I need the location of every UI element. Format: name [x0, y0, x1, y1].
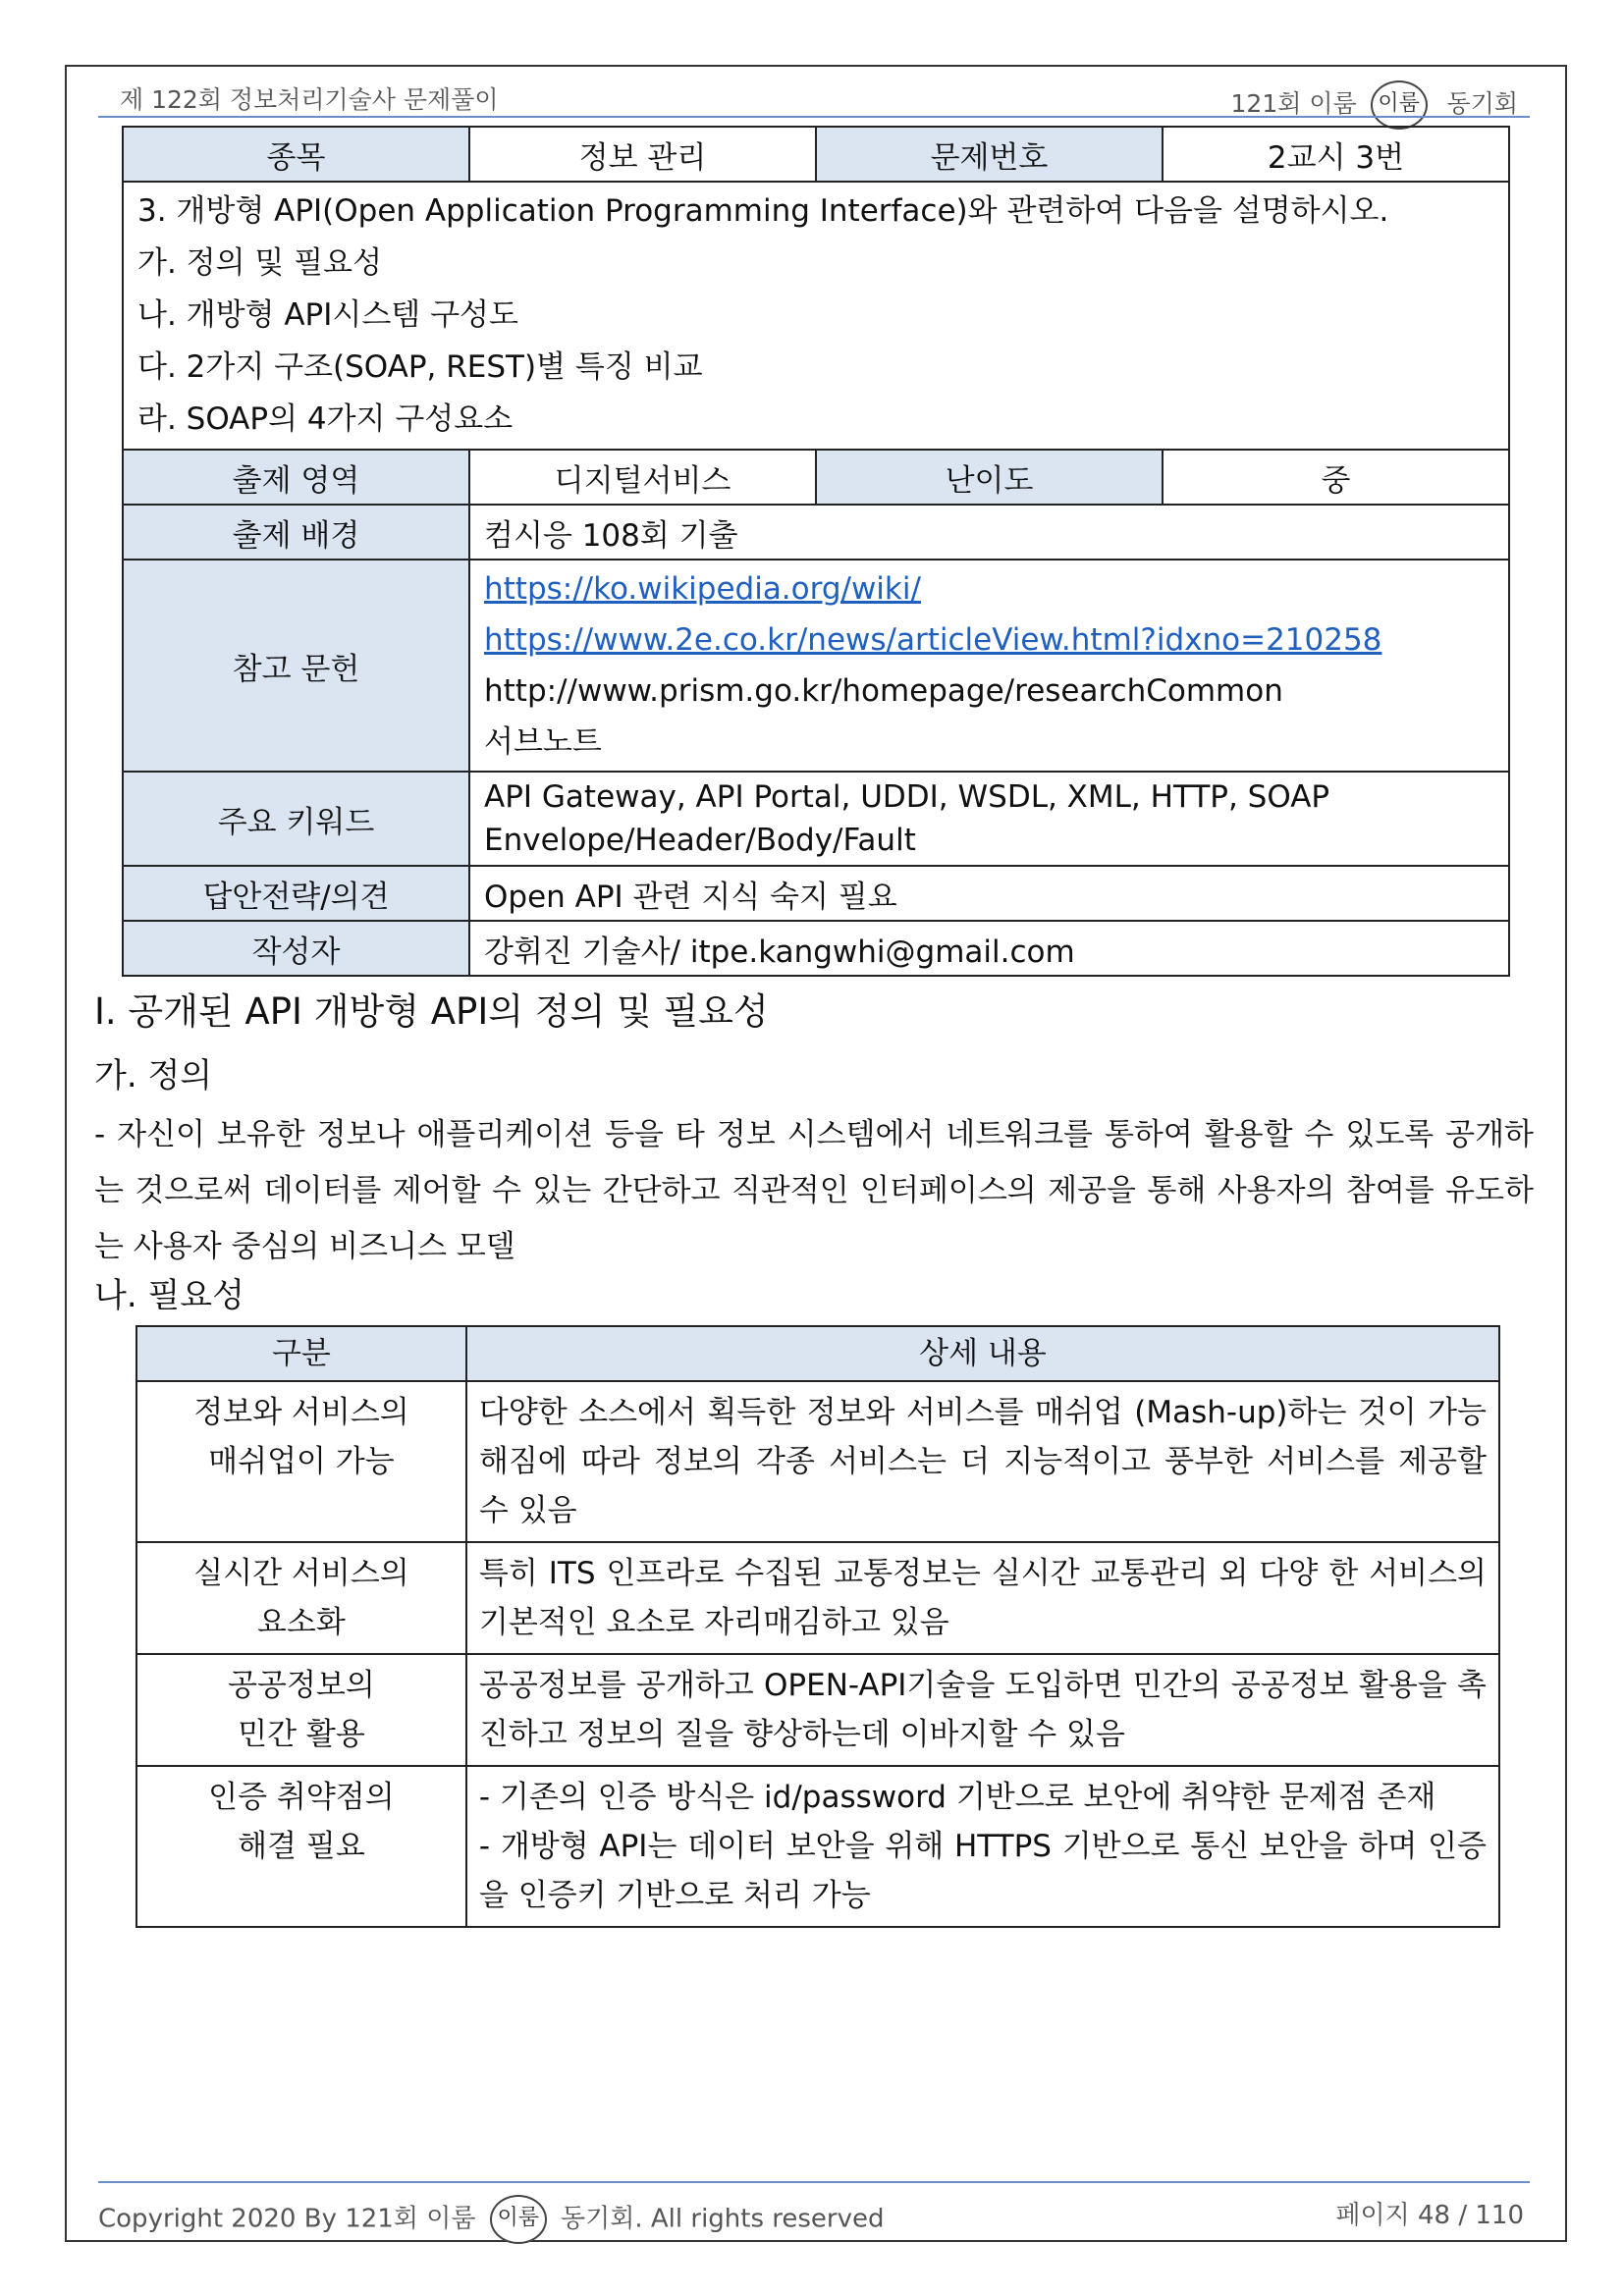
author-value: 강휘진 기술사/ itpe.kangwhi@gmail.com: [469, 921, 1509, 976]
reference-link[interactable]: https://www.2e.co.kr/news/articleView.html?idxno=210258: [484, 622, 1382, 658]
category-line: 민간 활용: [238, 1717, 365, 1752]
references-list: [469, 560, 1509, 772]
detail-line: - 개방형 API는 데이터 보안을 위해 HTTPS 기반으로 통신 보안을 하며 인증을 인증키 기반으로 처리 가능: [478, 1829, 1487, 1913]
detail-line: 다양한 소스에서 획득한 정보와 서비스를 매쉬업 (Mash-up)하는 것이 가능해짐에 따라 정보의 각종 서비스는 더 지능적이고 풍부한 서비스를 제공할 수 있음: [478, 1395, 1487, 1528]
page-number: 페이지 48 / 110: [1335, 2201, 1524, 2230]
category-line: 해결 필요: [238, 1829, 365, 1864]
header-group-suffix: 동기회: [1446, 89, 1518, 118]
reference-link[interactable]: https://ko.wikipedia.org/wiki/: [484, 571, 921, 607]
question-line: 가. 정의 및 필요성: [137, 245, 383, 281]
keywords-line: Envelope/Header/Body/Fault: [484, 823, 916, 858]
row-category: [136, 1542, 466, 1654]
table-row: [136, 1381, 1499, 1542]
necessity-table: [135, 1325, 1500, 1928]
page-footer: [98, 2181, 1530, 2234]
row-detail: [466, 1542, 1499, 1654]
table-header-row: [136, 1326, 1499, 1381]
page-header: [98, 77, 1530, 118]
strategy-value: Open API 관련 지식 숙지 필요: [469, 866, 1509, 921]
question-line: 3. 개방형 API(Open Application Programming Interface)와 관련하여 다음을 설명하시오.: [137, 193, 1389, 229]
background-label: 출제 배경: [123, 505, 469, 560]
detail-line: 특히 ITS 인프라로 수집된 교통정보는 실시간 교통관리 외 다양 한 서비스의 기본적인 요소로 자리매김하고 있음: [478, 1556, 1487, 1640]
row-category: [136, 1381, 466, 1542]
info-row-references: [123, 560, 1509, 772]
header-title: 제 122회 정보처리기술사 문제풀이: [120, 85, 499, 114]
category-line: 요소화: [257, 1605, 346, 1640]
info-row-strategy: [123, 866, 1509, 921]
category-line: 매쉬업이 가능: [208, 1444, 395, 1479]
info-row-author: [123, 921, 1509, 976]
info-row-background: [123, 505, 1509, 560]
info-row-keywords: [123, 772, 1509, 866]
category-line: 공공정보의: [228, 1668, 375, 1703]
question-info-table: [122, 126, 1510, 977]
question-text: [123, 182, 1509, 450]
author-label: 작성자: [123, 921, 469, 976]
question-line: 라. SOAP의 4가지 구성요소: [137, 401, 514, 437]
section-heading: I. 공개된 API 개방형 API의 정의 및 필요성: [94, 990, 769, 1033]
question-number-label: 문제번호: [816, 127, 1163, 182]
info-row-subject: [123, 127, 1509, 182]
reference-text: 서브노트: [484, 724, 602, 760]
definition-heading: 가. 정의: [94, 1056, 213, 1095]
table-row: [136, 1654, 1499, 1766]
definition-text: - 자신이 보유한 정보나 애플리케이션 등을 타 정보 시스템에서 네트워크를 통하여 활용할 수 있도록 공개하는 것으로써 데이터를 제어할 수 있는 간단하고 직관적인 인터페이스의 제공을 통해 사용자의 참여를 유도하는 사용자 중심의 비즈니스 모델: [94, 1117, 1534, 1264]
question-line: 다. 2가지 구조(SOAP, REST)별 특징 비교: [137, 349, 703, 385]
copyright-prefix: Copyright 2020 By 121회 이룸: [98, 2204, 476, 2234]
copyright: [98, 2195, 885, 2244]
detail-line: 공공정보를 공개하고 OPEN-API기술을 도입하면 민간의 공공정보 활용을 촉진하고 정보의 질을 향상하는데 이바지할 수 있음: [478, 1668, 1487, 1752]
header-group: [1225, 80, 1518, 130]
area-value: 디지털서비스: [469, 450, 816, 505]
area-label: 출제 영역: [123, 450, 469, 505]
reference-text: http://www.prism.go.kr/homepage/researchCommon: [484, 673, 1283, 709]
copyright-suffix: 동기회. All rights reserved: [561, 2204, 885, 2234]
column-header: 구분: [136, 1326, 466, 1381]
footer-divider: [98, 2181, 1530, 2183]
category-line: 인증 취약점의: [208, 1780, 395, 1815]
iroom-logo-icon: 이룸: [1371, 80, 1428, 130]
iroom-logo-icon: 이룸: [490, 2195, 547, 2244]
keywords-line: API Gateway, API Portal, UDDI, WSDL, XML, HTTP, SOAP: [484, 779, 1330, 815]
header-group-prefix: 121회 이룸: [1230, 89, 1357, 118]
difficulty-value: 중: [1163, 450, 1509, 505]
difficulty-label: 난이도: [816, 450, 1163, 505]
category-line: 정보와 서비스의: [193, 1395, 409, 1430]
subject-value: 정보 관리: [469, 127, 816, 182]
column-header: 상세 내용: [466, 1326, 1499, 1381]
category-line: 실시간 서비스의: [193, 1556, 409, 1591]
strategy-label: 답안전략/의견: [123, 866, 469, 921]
row-category: [136, 1654, 466, 1766]
keywords-value: [469, 772, 1509, 866]
question-number-value: 2교시 3번: [1163, 127, 1509, 182]
table-row: [136, 1766, 1499, 1927]
table-row: [136, 1542, 1499, 1654]
info-row-area: [123, 450, 1509, 505]
row-category: [136, 1766, 466, 1927]
keywords-label: 주요 키워드: [123, 772, 469, 866]
detail-line: - 기존의 인증 방식은 id/password 기반으로 보안에 취약한 문제점 존재: [478, 1780, 1436, 1815]
info-row-question: [123, 182, 1509, 450]
question-line: 나. 개방형 API시스템 구성도: [137, 297, 518, 333]
row-detail: [466, 1766, 1499, 1927]
row-detail: [466, 1381, 1499, 1542]
necessity-heading: 나. 필요성: [94, 1276, 244, 1315]
references-label: 참고 문헌: [123, 560, 469, 772]
subject-label: 종목: [123, 127, 469, 182]
row-detail: [466, 1654, 1499, 1766]
header-divider: [98, 116, 1530, 118]
background-value: 컴시응 108회 기출: [469, 505, 1509, 560]
